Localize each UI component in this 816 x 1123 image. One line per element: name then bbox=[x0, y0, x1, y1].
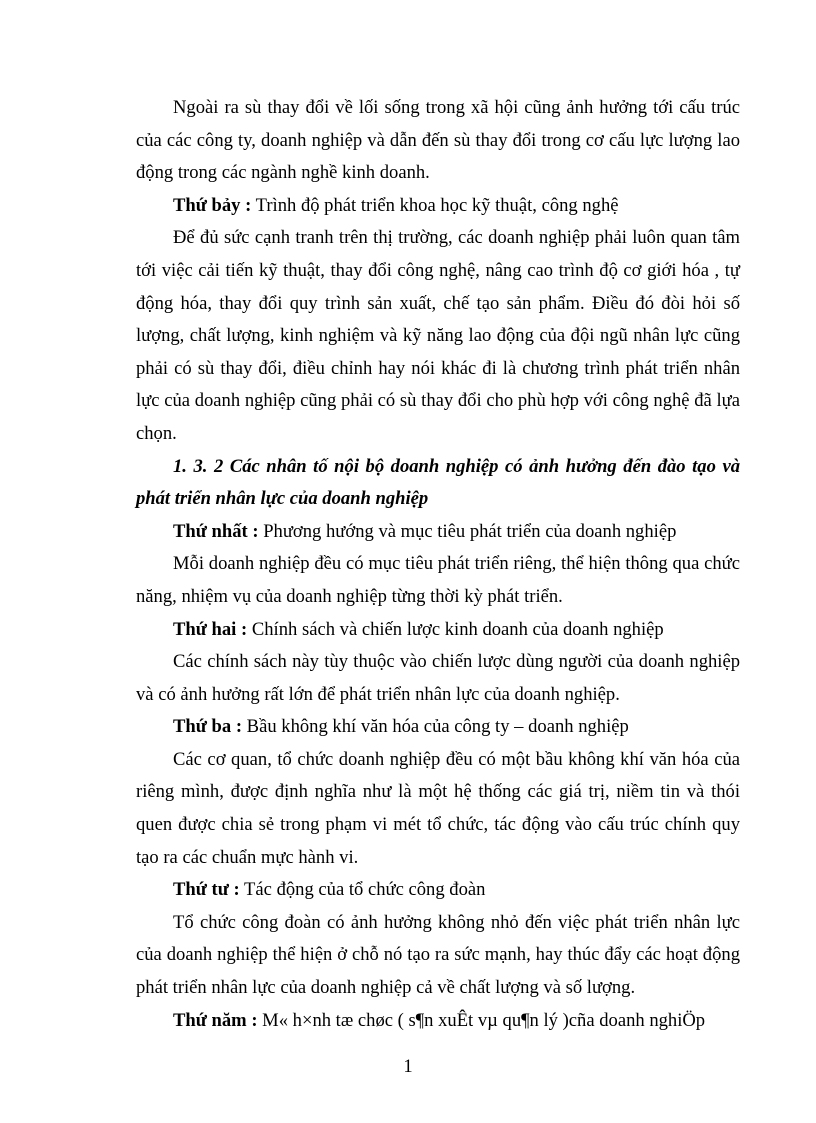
paragraph-label: Thứ năm : bbox=[173, 1009, 258, 1031]
paragraph-text: M« h×nh tæ chøc ( s¶n xuÊt vµ qu¶n lý )cña doanh nghiÖp bbox=[257, 1009, 706, 1031]
section-heading: 1. 3. 2 Các nhân tố nội bộ doanh nghiệp có ảnh hưởng đến đào tạo và phát triển nhân lực của doanh nghiệp bbox=[136, 455, 740, 510]
body-paragraph: Tổ chức công đoàn có ảnh hưởng không nhỏ đến việc phát triển nhân lực của doanh nghiệp thể hiện ở chỗ nó tạo ra sức mạnh, hay thúc đẩy các hoạt động phát triển nhân lực của doanh nghiệp cả về chất lượng và số lượng. bbox=[136, 911, 740, 999]
paragraph-label: Thứ nhất : bbox=[173, 520, 259, 542]
paragraph-label: Thứ ba : bbox=[173, 716, 243, 738]
paragraph-text: Bầu không khí văn hóa của công ty – doanh nghiệp bbox=[242, 716, 629, 738]
labeled-paragraph bbox=[136, 711, 740, 744]
body-paragraph: Ngoài ra sù thay đổi về lối sống trong xã hội cũng ảnh hưởng tới cấu trúc của các công ty, doanh nghiệp và dẫn đến sù thay đổi trong cơ cấu lực lượng lao động trong các ngành nghề kinh doanh. bbox=[136, 97, 740, 184]
body-paragraph: Các cơ quan, tổ chức doanh nghiệp đều có một bầu không khí văn hóa của riêng mình, được định nghĩa như là một hệ thống các giá trị, niềm tin và thói quen được chia sẻ trong phạm vi mét tổ chức, tác động vào cấu trúc chính quy tạo ra các chuẩn mực hành vi. bbox=[136, 748, 740, 868]
document-body bbox=[136, 92, 740, 1037]
labeled-paragraph bbox=[136, 1005, 740, 1038]
paragraph-text: Tác động của tổ chức công đoàn bbox=[239, 879, 486, 901]
paragraph-label: Thứ bảy : bbox=[173, 194, 252, 216]
paragraph-text: Phương hướng và mục tiêu phát triển của doanh nghiệp bbox=[258, 520, 677, 542]
paragraph-label: Thứ hai : bbox=[173, 618, 248, 640]
body-paragraph: Để đủ sức cạnh tranh trên thị trường, các doanh nghiệp phải luôn quan tâm tới việc cải tiến kỹ thuật, thay đổi công nghệ, nâng cao trình độ cơ giới hóa , tự động hóa, thay đổi quy trình sản xuất, chế tạo sản phẩm. Điều đó đòi hỏi số lượng, chất lượng, kinh nghiệm và kỹ năng lao động của đội ngũ nhân lực cũng phải có sù thay đổi, điều chỉnh hay nói khác đi là chương trình phát triển nhân lực của doanh nghiệp cũng phải có sù thay đổi cho phù hợp với công nghệ đã lựa chọn. bbox=[136, 227, 740, 444]
paragraph-text: Chính sách và chiến lược kinh doanh của doanh nghiệp bbox=[247, 618, 664, 640]
paragraph-label: Thứ tư : bbox=[173, 879, 240, 901]
paragraph-text: Trình độ phát triển khoa học kỹ thuật, công nghệ bbox=[251, 194, 619, 216]
page-number: 1 bbox=[403, 1056, 413, 1077]
labeled-paragraph bbox=[136, 874, 740, 907]
body-paragraph: Mỗi doanh nghiệp đều có mục tiêu phát triển riêng, thể hiện thông qua chức năng, nhiệm vụ của doanh nghiệp từng thời kỳ phát triển. bbox=[136, 553, 740, 607]
labeled-paragraph bbox=[136, 614, 740, 647]
body-paragraph: Các chính sách này tùy thuộc vào chiến lược dùng người của doanh nghiệp và có ảnh hưởng rất lớn để phát triển nhân lực của doanh nghiệp. bbox=[136, 651, 740, 705]
labeled-paragraph bbox=[136, 190, 740, 223]
labeled-paragraph bbox=[136, 516, 740, 549]
